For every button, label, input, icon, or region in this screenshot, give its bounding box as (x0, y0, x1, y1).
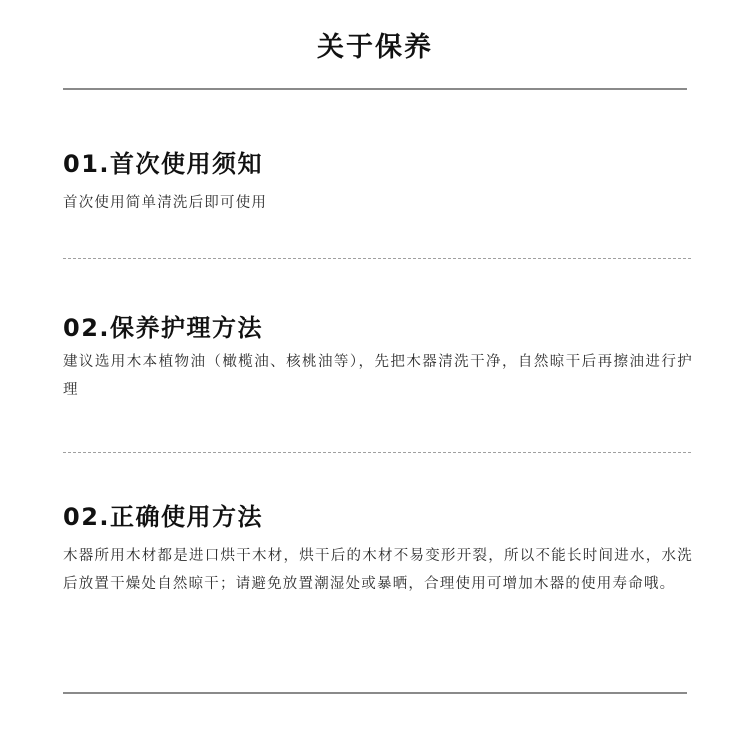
bottom-divider (63, 692, 687, 694)
section-heading: 02.保养护理方法 (63, 314, 264, 342)
section-care-method (63, 312, 693, 404)
dashed-divider (63, 258, 691, 259)
section-heading: 01.首次使用须知 (63, 150, 264, 178)
top-divider (63, 88, 687, 90)
page-title: 关于保养 (317, 32, 433, 63)
section-body: 首次使用简单清洗后即可使用 (63, 195, 268, 211)
section-body: 木器所用木材都是进口烘干木材，烘干后的木材不易变形开裂，所以不能长时间进水，水洗后放置干燥处自然晾干；请避免放置潮湿处或暴晒，合理使用可增加木器的使用寿命哦。 (63, 548, 693, 592)
section-first-use (63, 148, 693, 217)
section-body: 建议选用木本植物油（橄榄油、核桃油等），先把木器清洗干净，自然晾干后再擦油进行护理 (63, 354, 693, 398)
section-proper-use (63, 501, 693, 598)
dashed-divider (63, 452, 691, 453)
section-heading: 02.正确使用方法 (63, 503, 264, 531)
